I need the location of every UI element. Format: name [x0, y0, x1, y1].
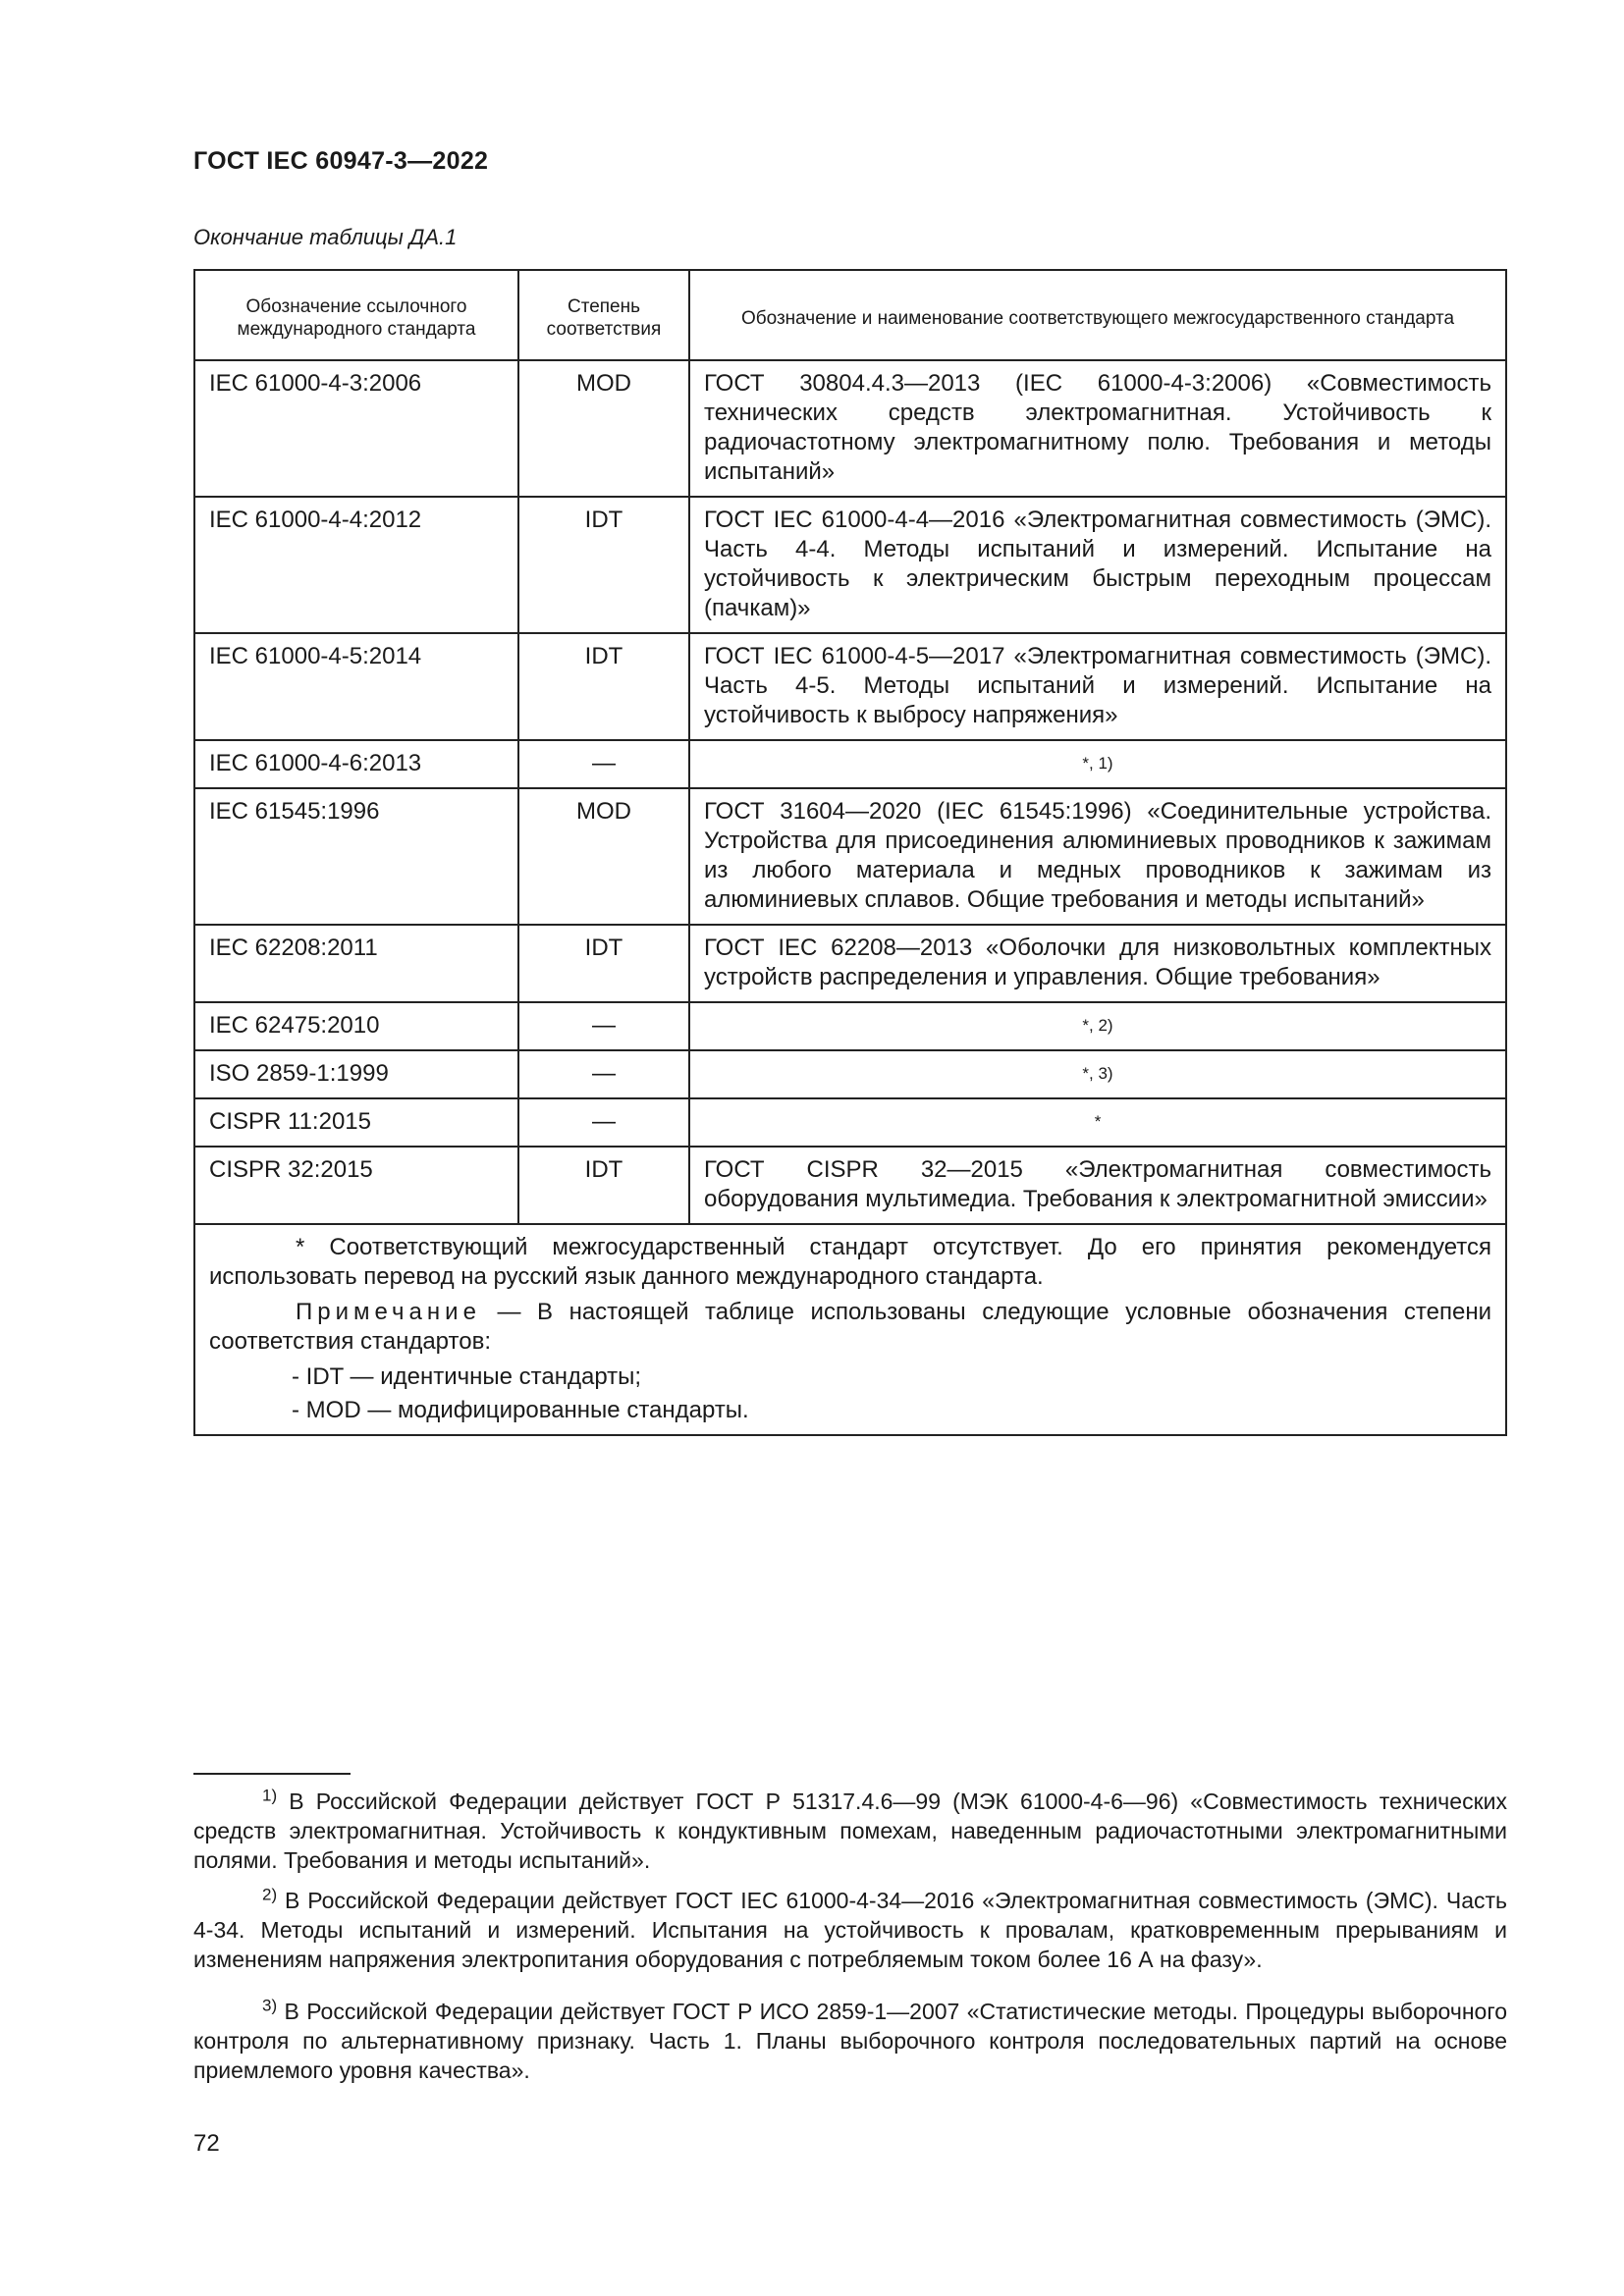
degree-cell: —	[518, 1002, 689, 1050]
footnote-text: В Российской Федерации действует ГОСТ Р ИСО 2859-1—2007 «Статистические методы. Процедуры выборочного контроля по альтернативному признаку. Часть 1. Планы выборочного контроля последовательных партий на основе приемлемого уровня качества».	[193, 1999, 1507, 2083]
ref-cell: CISPR 11:2015	[194, 1098, 518, 1147]
page-number: 72	[193, 2130, 220, 2157]
column-header-name: Обозначение и наименование соответствующего межгосударственного стандарта	[689, 270, 1506, 360]
table-header-row	[194, 270, 1506, 360]
ref-cell: IEC 62475:2010	[194, 1002, 518, 1050]
ref-cell: IEC 62208:2011	[194, 925, 518, 1002]
note-list-item: - IDT — идентичные стандарты;	[292, 1363, 642, 1390]
document-header: ГОСТ IEC 60947-3—2022	[193, 147, 489, 175]
name-cell: ГОСТ IEC 61000-4-4—2016 «Электромагнитная совместимость (ЭМС). Часть 4-4. Методы испытаний и измерений. Испытание на устойчивость к электрическим быстрым переходным процессам (пачкам)»	[689, 497, 1506, 633]
degree-cell: IDT	[518, 497, 689, 633]
ref-cell: IEC 61000-4-6:2013	[194, 740, 518, 788]
table-row	[194, 497, 1506, 633]
name-cell: ГОСТ CISPR 32—2015 «Электромагнитная совместимость оборудования мультимедиа. Требования к электромагнитной эмиссии»	[689, 1147, 1506, 1224]
degree-cell: IDT	[518, 925, 689, 1002]
table-row	[194, 925, 1506, 1002]
degree-cell: MOD	[518, 788, 689, 925]
degree-cell: —	[518, 740, 689, 788]
table-row	[194, 740, 1506, 788]
table-row	[194, 1147, 1506, 1224]
footnote-text: В Российской Федерации действует ГОСТ IEC 61000-4-34—2016 «Электромагнитная совместимость (ЭМС). Часть 4-34. Методы испытаний и измерений. Испытания на устойчивость к провалам, кратковременным прерываниям и изменениям напряжения электропитания оборудования с потребляемым током более 16 А на фазу».	[193, 1888, 1507, 1972]
name-cell: *, 1)	[689, 740, 1506, 788]
footnote-mark: 1)	[262, 1786, 278, 1805]
degree-cell: —	[518, 1050, 689, 1098]
name-cell: *, 2)	[689, 1002, 1506, 1050]
column-header-ref: Обозначение ссылочного международного стандарта	[194, 270, 518, 360]
ref-cell: IEC 61000-4-5:2014	[194, 633, 518, 740]
ref-cell: IEC 61000-4-3:2006	[194, 360, 518, 497]
name-cell: *, 3)	[689, 1050, 1506, 1098]
footnote-mark: 3)	[262, 1996, 278, 2015]
degree-cell: MOD	[518, 360, 689, 497]
footnote-2	[193, 1886, 1507, 1974]
footnote-text: В Российской Федерации действует ГОСТ Р 51317.4.6—99 (МЭК 61000-4-6—96) «Совместимость технических средств электромагнитная. Устойчивость к кондуктивным помехам, наведенным радиочастотными электромагнитными полями. Требования и методы испытаний».	[193, 1789, 1507, 1873]
degree-cell: IDT	[518, 633, 689, 740]
asterisk-note: * Соответствующий межгосударственный стандарт отсутствует. До его принятия рекомендуется использовать перевод на русский язык данного международного стандарта.	[209, 1234, 1491, 1290]
degree-cell: IDT	[518, 1147, 689, 1224]
table-row	[194, 633, 1506, 740]
table-caption: Окончание таблицы ДА.1	[193, 225, 458, 249]
footnote-separator	[193, 1773, 351, 1775]
name-cell: ГОСТ IEC 62208—2013 «Оболочки для низковольтных комплектных устройств распределения и управления. Общие требования»	[689, 925, 1506, 1002]
standards-table	[193, 269, 1507, 1436]
name-cell: ГОСТ IEC 61000-4-5—2017 «Электромагнитная совместимость (ЭМС). Часть 4-5. Методы испытаний и измерений. Испытание на устойчивость к выбросу напряжения»	[689, 633, 1506, 740]
table-row	[194, 788, 1506, 925]
name-cell: *	[689, 1098, 1506, 1147]
table-notes-row	[194, 1224, 1506, 1435]
ref-cell: ISO 2859-1:1999	[194, 1050, 518, 1098]
note-list-item: - MOD — модифицированные стандарты.	[292, 1397, 749, 1423]
footnote-mark: 2)	[262, 1885, 278, 1904]
ref-cell: IEC 61545:1996	[194, 788, 518, 925]
name-cell: ГОСТ 31604—2020 (IEC 61545:1996) «Соединительные устройства. Устройства для присоединения алюминиевых проводников к зажимам из любого материала и медных проводников к зажимам из алюминиевых сплавов. Общие требования и методы испытаний»	[689, 788, 1506, 925]
column-header-degree: Степень соответствия	[518, 270, 689, 360]
note-text: — В настоящей таблице использованы следующие условные обозначения степени соответствия стандартов:	[209, 1299, 1491, 1355]
table-row	[194, 1098, 1506, 1147]
degree-cell: —	[518, 1098, 689, 1147]
footnote-3	[193, 1997, 1507, 2085]
note-label: Примечание	[296, 1299, 481, 1325]
note-paragraph	[209, 1298, 1491, 1357]
footnote-1	[193, 1787, 1507, 1875]
name-cell: ГОСТ 30804.4.3—2013 (IEC 61000-4-3:2006) «Совместимость технических средств электромагнитная. Устойчивость к радиочастотному электромагнитному полю. Требования и методы испытаний»	[689, 360, 1506, 497]
table-row	[194, 1002, 1506, 1050]
ref-cell: IEC 61000-4-4:2012	[194, 497, 518, 633]
ref-cell: CISPR 32:2015	[194, 1147, 518, 1224]
table-row	[194, 1050, 1506, 1098]
table-notes	[194, 1224, 1506, 1435]
table-row	[194, 360, 1506, 497]
